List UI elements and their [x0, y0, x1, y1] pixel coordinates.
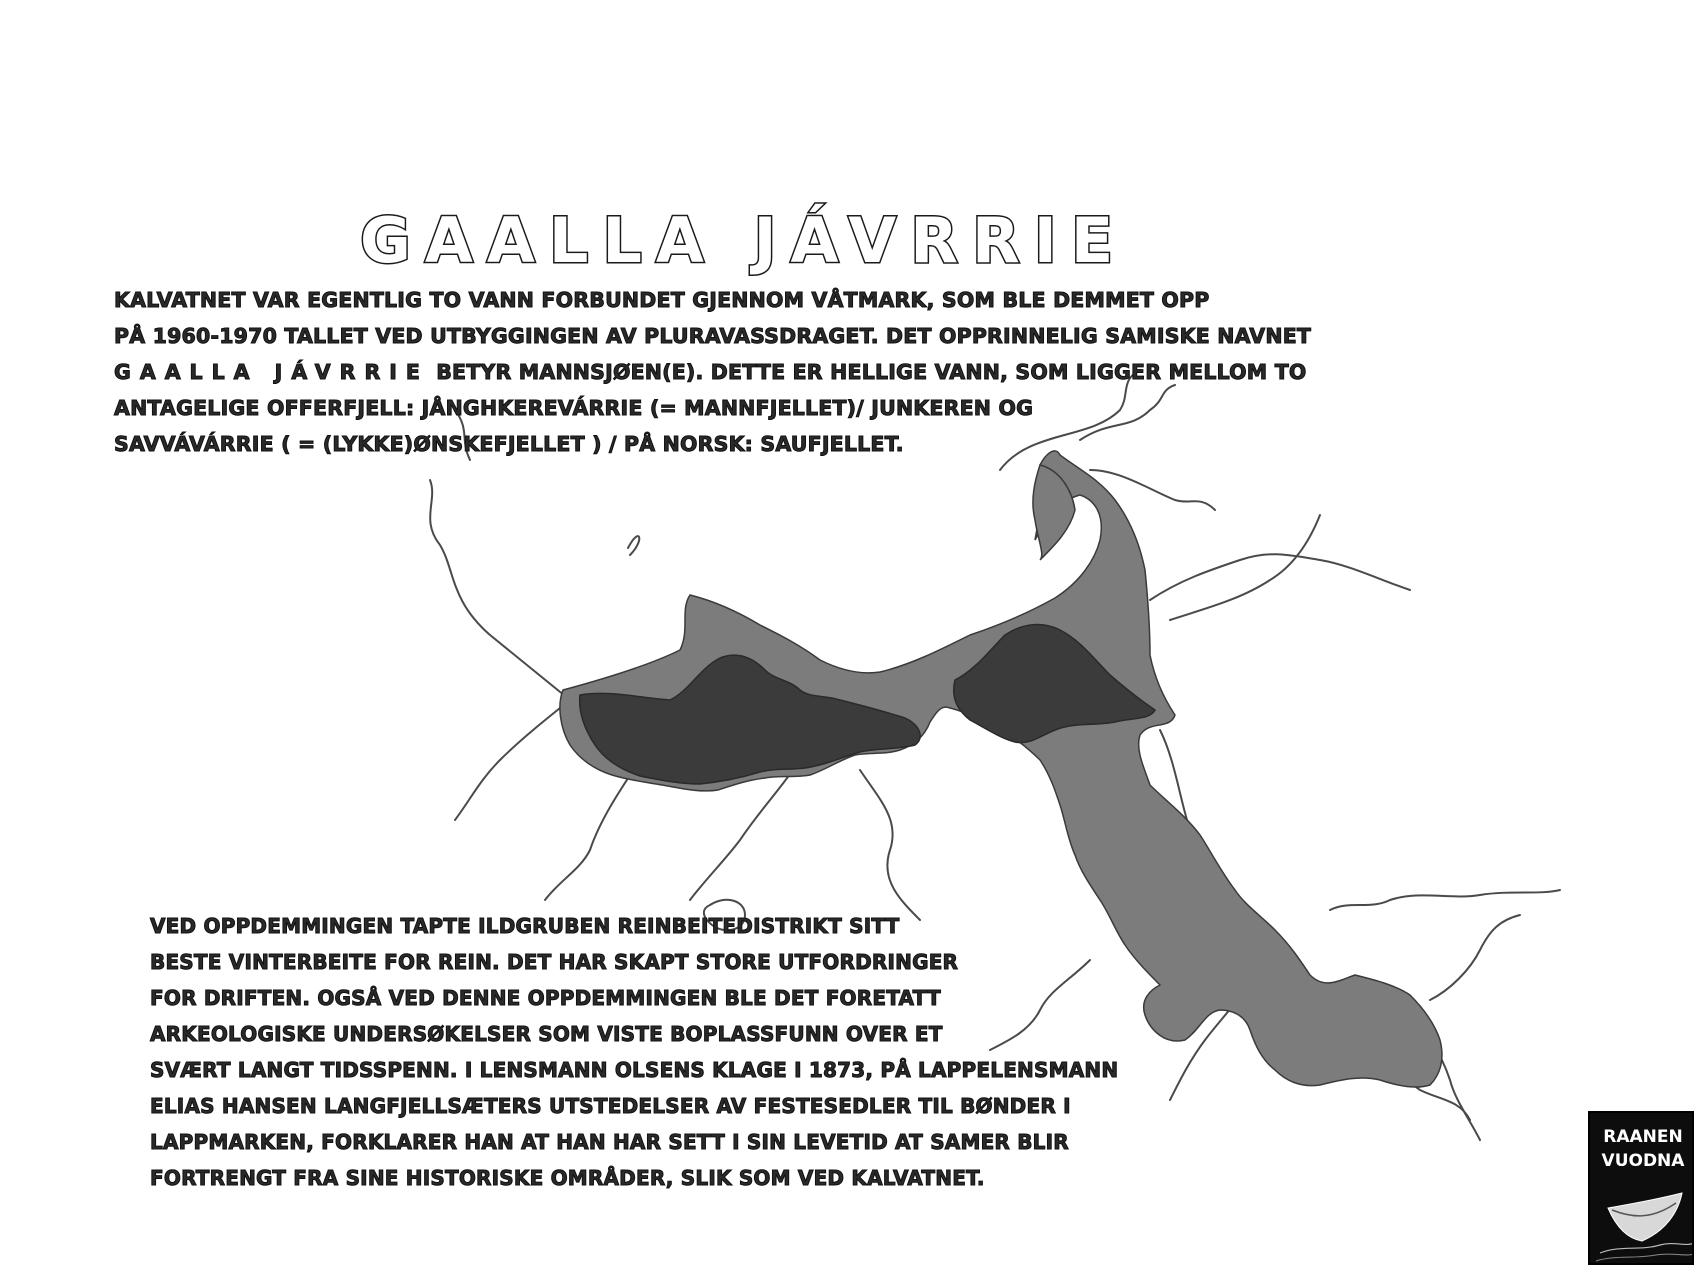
body-line-8: FORTRENGT FRA SINE HISTORISKE OMRÅDER, SLIK SOM VED KALVATNET.: [150, 1166, 985, 1190]
page-title: GAALLA JÁVRRIE: [360, 203, 1128, 277]
intro-line-1: KALVATNET VAR EGENTLIG TO VANN FORBUNDET GJENNOM VÅTMARK, SOM BLE DEMMET OPP: [114, 288, 1210, 312]
body-line-3: FOR DRIFTEN. OGSÅ VED DENNE OPPDEMMINGEN BLE DET FORETATT: [150, 986, 941, 1010]
body-line-4: ARKEOLOGISKE UNDERSØKELSER SOM VISTE BOPLASSFUNN OVER ET: [150, 1022, 943, 1046]
body-line-2: BESTE VINTERBEITE FOR REIN. DET HAR SKAPT STORE UTFORDRINGER: [150, 950, 959, 974]
intro-line-4: ANTAGELIGE OFFERFJELL: JÅNGHKEREVÁRRIE (= MANNFJELLET)/ JUNKEREN OG: [114, 396, 1034, 420]
intro-line-2: PÅ 1960-1970 TALLET VED UTBYGGINGEN AV PLURAVASSDRAGET. DET OPPRINNELIG SAMISKE NAVNET: [114, 324, 1312, 348]
body-paragraph: [150, 908, 1118, 1196]
intro-line-3-rest: BETYR MANNSJØEN(E). DETTE ER HELLIGE VANN, SOM LIGGER MELLOM TO: [436, 360, 1307, 384]
intro-line-5: SAVVÁVÁRRIE ( = (LYKKE)ØNSKEFJELLET ) / PÅ NORSK: SAUFJELLET.: [114, 432, 904, 456]
body-line-5: SVÆRT LANGT TIDSSPENN. I LENSMANN OLSENS KLAGE I 1873, PÅ LAPPELENSMANN: [150, 1058, 1119, 1082]
intro-line-3: [114, 354, 1311, 390]
body-line-6: ELIAS HANSEN LANGFJELLSÆTERS UTSTEDELSER AV FESTESEDLER TIL BØNDER I: [150, 1094, 1071, 1118]
logo-line-1: RAANEN: [1603, 1127, 1683, 1147]
raanen-vuodna-logo: [1588, 1111, 1694, 1265]
lake-name-inline: GAALLA JÁVRRIE: [114, 360, 429, 384]
logo-line-2: VUODNA: [1601, 1151, 1685, 1171]
intro-paragraph: [114, 282, 1311, 462]
body-line-7: LAPPMARKEN, FORKLARER HAN AT HAN HAR SETT I SIN LEVETID AT SAMER BLIR: [150, 1130, 1069, 1154]
body-line-1: VED OPPDEMMINGEN TAPTE ILDGRUBEN REINBEITEDISTRIKT SITT: [150, 914, 900, 938]
